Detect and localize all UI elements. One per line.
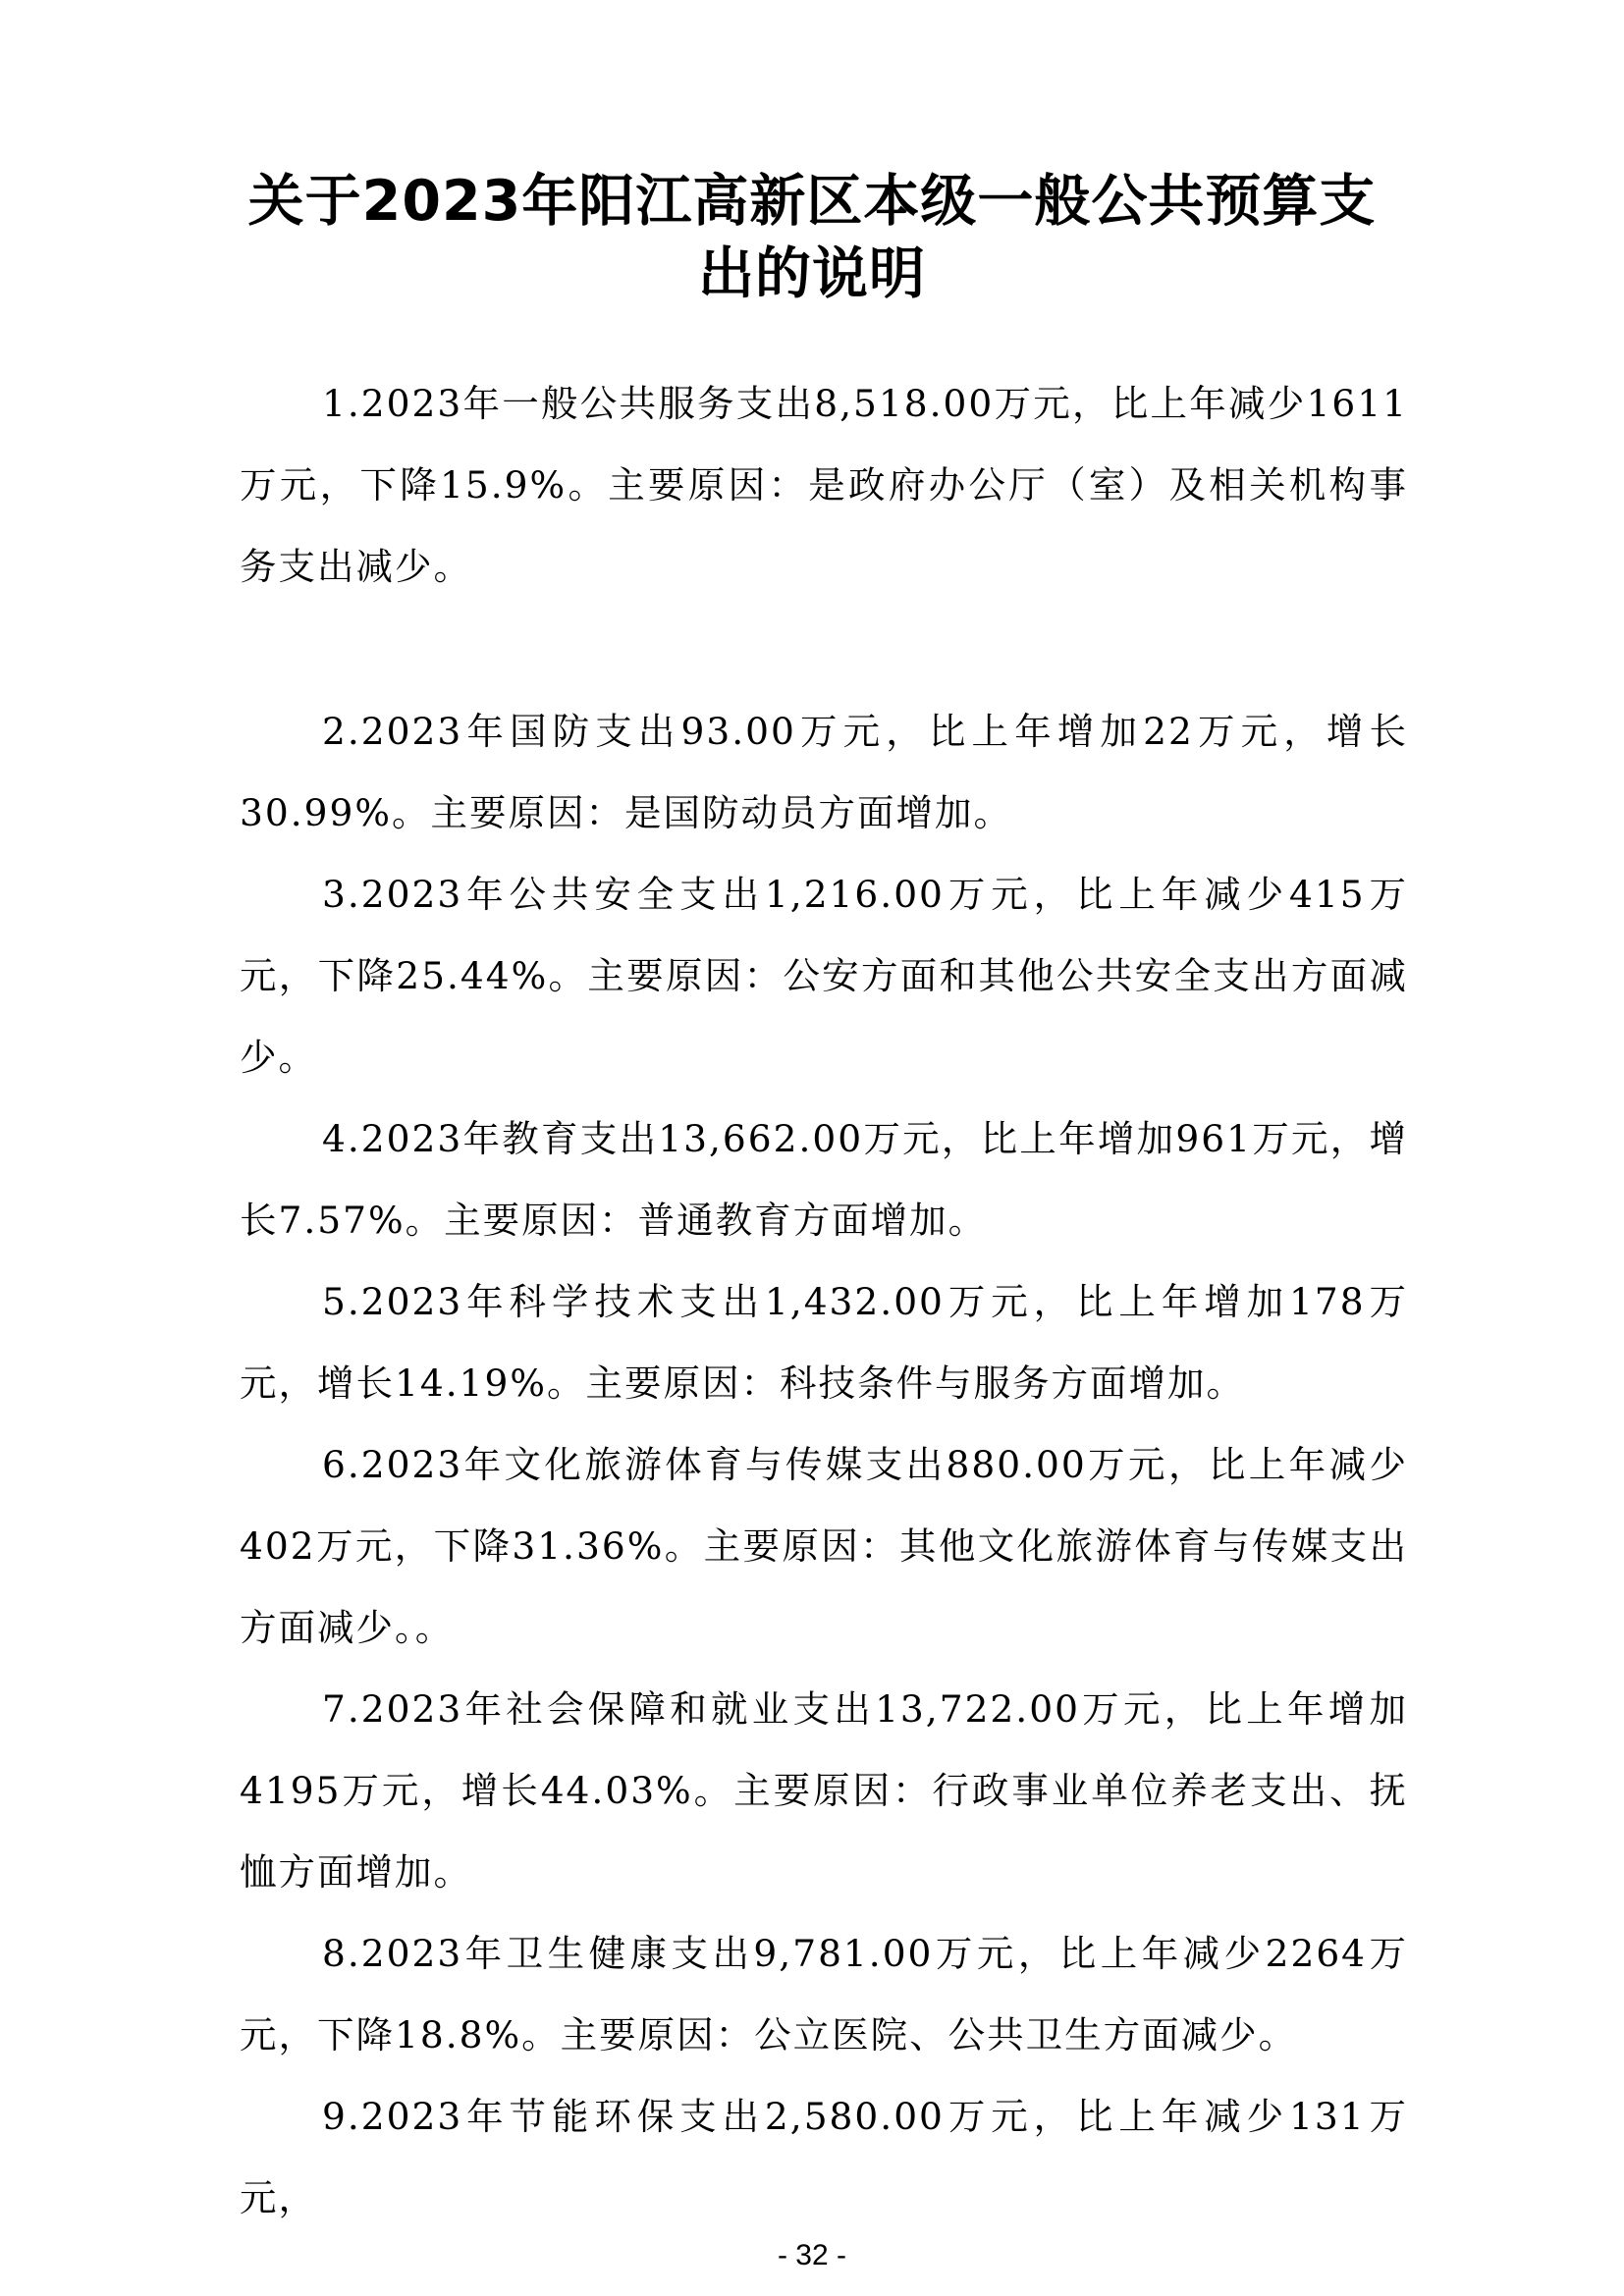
- paragraph-health: 8.2023年卫生健康支出9,781.00万元，比上年减少2264万元，下降18.8%。主要原因：公立医院、公共卫生方面减少。: [240, 1932, 1408, 2056]
- paragraph-social-security-employment: 7.2023年社会保障和就业支出13,722.00万元，比上年增加4195万元，增长44.03%。主要原因：行政事业单位养老支出、抚恤方面增加。: [240, 1687, 1409, 1894]
- page-title: 关于2023年阳江高新区本级一般公共预算支出的说明: [247, 169, 1377, 306]
- paragraph-public-security: 3.2023年公共安全支出1,216.00万元，比上年减少415万元，下降25.44%。主要原因：公安方面和其他公共安全支出方面减少。: [240, 873, 1408, 1079]
- paragraph-culture-tourism-sports-media: 6.2023年文化旅游体育与传媒支出880.00万元，比上年减少402万元，下降31.36%。主要原因：其他文化旅游体育与传媒支出方面减少。。: [240, 1443, 1408, 1649]
- page-number: - 32 -: [777, 2239, 847, 2271]
- paragraph-education: 4.2023年教育支出13,662.00万元，比上年增加961万元，增长7.57%。主要原因：普通教育方面增加。: [240, 1117, 1408, 1242]
- paragraph-national-defense: 2.2023年国防支出93.00万元，比上年增加22万元，增长30.99%。主要原因：是国防动员方面增加。: [240, 710, 1408, 834]
- paragraph-energy-environment: 9.2023年节能环保支出2,580.00万元，比上年减少131万元，: [240, 2095, 1408, 2219]
- paragraph-science-technology: 5.2023年科学技术支出1,432.00万元，比上年增加178万元，增长14.19%。主要原因：科技条件与服务方面增加。: [240, 1280, 1408, 1405]
- paragraph-general-public-services: 1.2023年一般公共服务支出8,518.00万元，比上年减少1611万元，下降15.9%。主要原因：是政府办公厅（室）及相关机构事务支出减少。: [240, 382, 1408, 588]
- document-body: [240, 363, 1408, 2239]
